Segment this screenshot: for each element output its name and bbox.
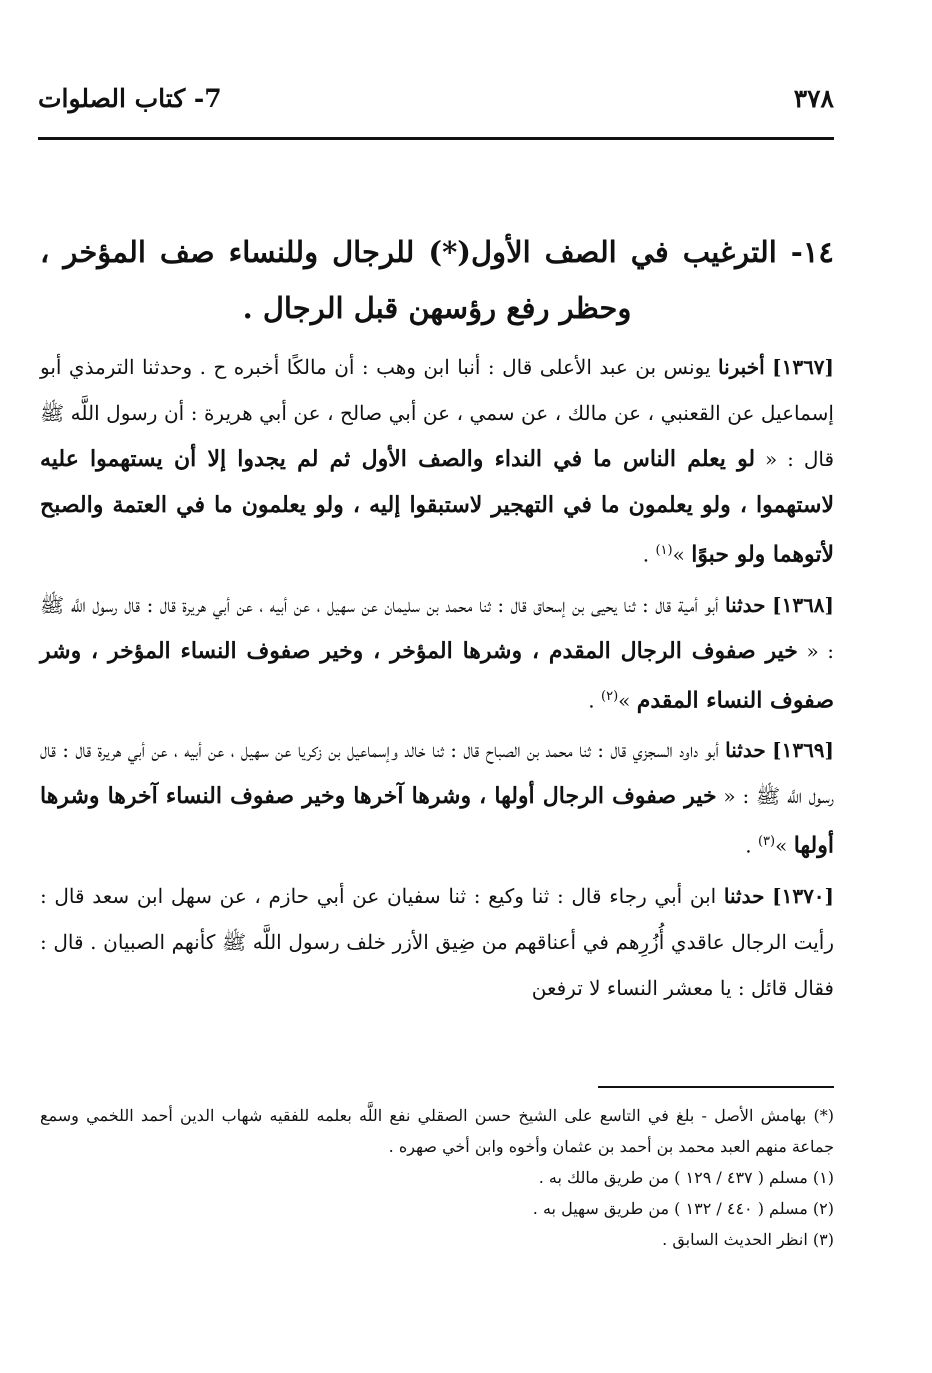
header-rule [38,137,834,140]
hadith-matn: خير صفوف الرجال أولها ، وشرها آخرها وخير صفوف النساء آخرها وشرها أولها [40,783,834,859]
footnote-reference: (٣) [757,834,776,850]
footnotes [40,1100,834,1255]
footnote-marginal-note: (*) بهامش الأصل - بلغ في التاسع على الشيخ حسن الصقلي نفع اللَّه بعلمه للفقيه شهاب الدين أحمد اللخمي وسمع جماعة منهم العبد محمد بن أحمد بن عثمان وأخوه وابن أخي صهره . [40,1106,834,1156]
footnote-2: (٢) مسلم ( ٤٤٠ / ١٣٢ ) من طريق سهيل به . [532,1199,834,1218]
narration-verb: حدثنا [723,883,765,908]
hadith-end: . [588,688,601,713]
narration-verb: أخبرنا [717,355,765,379]
footnote-3: (٣) انظر الحديث السابق . [662,1230,834,1249]
page-header [38,84,834,126]
hadith-number: [١٣٦٧] [772,355,835,379]
hadith-number: [١٣٦٨] [772,592,835,617]
hadith-isnad: ابن أبي رجاء قال : ثنا وكيع : ثنا سفيان عن أبي حازم ، عن سهل ابن سعد قال : رأيت الرجال عاقدي أُزُرِهم في أعناقهم من ضِيق الأزر خلف رسول اللَّه ﷺ كأنهم الصبيان . قال : فقال قائل : يا معشر النساء لا ترفعن [40,883,834,1000]
hadith-1368 [40,582,834,724]
footnote-reference: (٢) [601,688,619,704]
chapter-heading: ١٤- الترغيب في الصف الأول(*) للرجال وللنساء صف المؤخر ، وحظر رفع رؤسهن قبل الرجال . [40,235,834,325]
hadith-closing: » [775,833,794,858]
footnote-rule [598,1086,834,1088]
hadith-end: . [745,833,758,858]
hadith-1369 [40,727,834,869]
hadith-body [40,344,834,1015]
hadith-isnad: أبو أمية قال : ثنا يحيى بن إسحاق قال : ثنا محمد بن سليمان عن سهيل ، عن أبيه ، عن أبي هريرة قال : قال رسول اللَّه ﷺ : « [40,592,834,663]
hadith-closing: » [618,688,637,713]
hadith-number: [١٣٦٩] [772,738,835,763]
hadith-isnad: يونس بن عبد الأعلى قال : أنبا ابن وهب : أن مالكًا أخبره ح . وحدثنا الترمذي أبو إسماعيل عن القعنبي ، عن مالك ، عن سمي ، عن أبي صالح ، عن أبي هريرة : أن رسول اللَّه ﷺ قال : « [40,355,834,471]
running-title: 7- كتاب الصلوات [38,84,222,113]
hadith-closing: » [672,542,692,567]
narration-verb: حدثنا [725,738,766,763]
page-number: ٣٧٨ [793,84,834,113]
hadith-end: . [642,542,656,567]
hadith-matn: خير صفوف الرجال المقدم ، وشرها المؤخر ، وخير صفوف النساء المؤخر ، وشر صفوف النساء المقدم [40,637,834,714]
footnote-reference: (١) [655,543,673,558]
footnote-1: (١) مسلم ( ٤٣٧ / ١٢٩ ) من طريق مالك به . [538,1168,834,1187]
hadith-matn: لو يعلم الناس ما في النداء والصف الأول ثم لم يجدوا إلا أن يستهموا عليه لاستهموا ، ولو يعلمون ما في التهجير لاستبقوا إليه ، ولو يعلمون ما في العتمة والصبح لأتوهما ولو حبوًا [40,446,834,568]
hadith-1367 [40,344,834,578]
narration-verb: حدثنا [724,592,766,617]
hadith-number: [١٣٧٠] [772,883,835,908]
hadith-1370 [40,873,834,1011]
hadith-isnad: أبو داود السجزي قال : ثنا محمد بن الصباح قال : ثنا خالد وإسماعيل بن زكريا عن سهيل ، عن أبيه ، عن أبي هريرة قال : قال رسول اللَّه ﷺ : « [40,738,835,809]
